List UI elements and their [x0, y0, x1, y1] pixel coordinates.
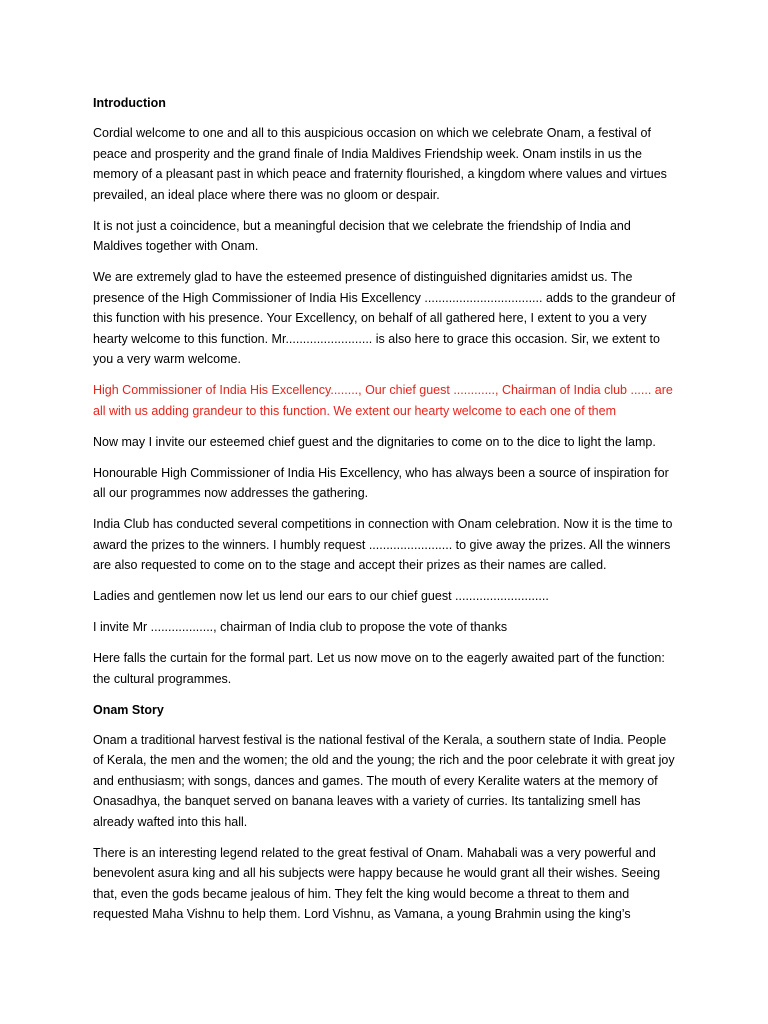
cultural-programmes-paragraph: Here falls the curtain for the formal part. Let us now move on to the eagerly awaited part of the function: the cultural programmes.: [93, 651, 665, 686]
chief-guest-paragraph: Ladies and gentlemen now let us lend our ears to our chief guest ...........................: [93, 589, 549, 603]
welcome-paragraph: Cordial welcome to one and all to this auspicious occasion on which we celebrate Onam, a festival of peace and prosperity and the grand finale of India Maldives Friendship week. Onam instils in us the memory of a pleasant past in which peace and fraternity flourished, a kingdom where values and virtues prevailed, an ideal place where there was no gloom or despair.: [93, 126, 667, 202]
highlighted-welcome-paragraph: High Commissioner of India His Excellency........, Our chief guest ............, Chairman of India club ...... are all with us adding grandeur to this function. We extent our hearty welcome to each one of them: [93, 383, 673, 418]
prizes-paragraph: India Club has conducted several competitions in connection with Onam celebration. Now it is the time to award the prizes to the winners. I humbly request ........................ to give away the prizes. All the winners are also requested to come on to the stage and accept their prizes as their names are called.: [93, 517, 673, 572]
legend-paragraph: There is an interesting legend related to the great festival of Onam. Mahabali was a very powerful and benevolent asura king and all his subjects were happy because he would grant all their wishes. Seeing that, even the gods became jealous of him. They felt the king would become a threat to them and requested Maha Vishnu to help them. Lord Vishnu, as Vamana, a young Brahmin using the king’s: [93, 845, 661, 921]
vote-of-thanks-paragraph: I invite Mr .................., chairman of India club to propose the vote of thanks: [93, 620, 508, 634]
lamp-lighting-paragraph: Now may I invite our esteemed chief guest and the dignitaries to come on to the dice to light the lamp.: [93, 434, 656, 449]
introduction-heading: Introduction: [93, 96, 166, 110]
friendship-paragraph: It is not just a coincidence, but a meaningful decision that we celebrate the friendship of India and Maldives together with Onam.: [93, 218, 631, 253]
dignitaries-paragraph: We are extremely glad to have the esteemed presence of distinguished dignitaries amidst us. The presence of the High Commissioner of India His Excellency .................................. adds to the grandeur of this function with his presence. Your Excellency, on behalf of all gathered here, I extent to you a very hearty welcome to this function. Mr......................... is also here to grace this occasion. Sir, we extent to you a very warm welcome.: [93, 270, 676, 366]
harvest-festival-paragraph: Onam a traditional harvest festival is the national festival of the Kerala, a southern state of India. People of Kerala, the men and the women; the old and the young; the rich and the poor celebrate it with great joy and enthusiasm; with songs, dances and games. The mouth of every Keralite waters at the memory of Onasadhya, the banquet served on banana leaves with a variety of curries. Its tantalizing smell has already wafted into this hall.: [93, 732, 675, 829]
address-paragraph: Honourable High Commissioner of India His Excellency, who has always been a source of inspiration for all our programmes now addresses the gathering.: [93, 465, 669, 500]
onam-story-heading: Onam Story: [93, 702, 164, 717]
